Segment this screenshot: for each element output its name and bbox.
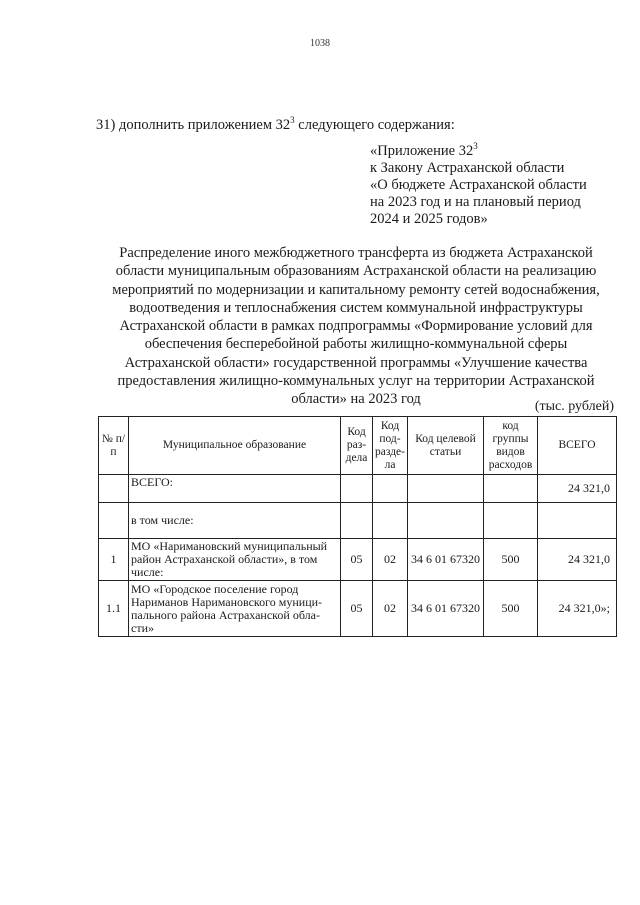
cell-target [408,475,484,503]
cell-num: 1 [99,539,129,581]
cell-target: 34 6 01 67320 [408,539,484,581]
cell-name: в том числе: [129,503,341,539]
page-number: 1038 [310,38,330,49]
cell-name: ВСЕГО: [129,475,341,503]
cell-expense [484,503,538,539]
cell-subsection [373,503,408,539]
amendment-clause [96,117,455,134]
cell-total: 24 321,0 [538,539,617,581]
appendix-line-5: 2024 и 2025 годов» [370,211,488,227]
title-line: области» на 2023 год [291,391,421,408]
cell-expense: 500 [484,581,538,637]
units-label: (тыс. рублей) [534,399,614,414]
cell-name: МО «Городское поселение город Нариманов Наримановского муници-пального района Астраханской обла-сти» [129,581,341,637]
cell-num: 1.1 [99,581,129,637]
title-line: мероприятий по модернизации и капитальному ремонту сетей водоснабжения, [112,281,600,298]
header-expense: код группы видов расходов [484,417,538,475]
cell-name: МО «Наримановский муниципальный район Астраханской области», в том числе: [129,539,341,581]
cell-section: 05 [341,539,373,581]
table-row [99,475,617,503]
cell-section [341,503,373,539]
table-row [99,581,617,637]
cell-target: 34 6 01 67320 [408,581,484,637]
table-row [99,503,617,539]
appendix-superscript: 3 [473,141,478,151]
title-line: водоотведения и теплоснабжения систем коммунальной инфраструктуры [129,299,583,316]
header-target: Код целевой статьи [408,417,484,475]
cell-section: 05 [341,581,373,637]
distribution-table [98,416,617,637]
cell-total [538,503,617,539]
cell-subsection: 02 [373,539,408,581]
title-line: Астраханской области в рамках подпрограммы «Формирование условий для [119,318,593,335]
cell-subsection [373,475,408,503]
cell-target [408,503,484,539]
header-total: ВСЕГО [538,417,617,475]
document-title [96,244,616,409]
clause-suffix: следующего содержания: [294,117,455,133]
title-line: области муниципальным образованиям Астраханской области на реализацию [115,263,597,280]
cell-num [99,503,129,539]
cell-subsection: 02 [373,581,408,637]
table-header-row [99,417,617,475]
clause-superscript: 3 [290,115,295,125]
cell-expense: 500 [484,539,538,581]
cell-total: 24 321,0 [538,475,617,503]
cell-total: 24 321,0»; [538,581,617,637]
cell-expense [484,475,538,503]
appendix-header [370,143,625,228]
header-name: Муниципальное образование [129,417,341,475]
table-row [99,539,617,581]
appendix-line-2: к Закону Астраханской области [370,160,565,176]
appendix-line-3: «О бюджете Астраханской области [370,177,587,193]
title-line: предоставления жилищно-коммунальных услуг на территории Астраханской [117,373,595,390]
cell-section [341,475,373,503]
title-line: Распределение иного межбюджетного трансферта из бюджета Астраханской [119,245,593,261]
header-num: № п/п [99,417,129,475]
title-line: Астраханской области» государственной программы «Улучшение качества [124,354,588,371]
appendix-line-4: на 2023 год и на плановый период [370,194,581,210]
clause-text: 31) дополнить приложением 32 [96,117,291,133]
header-subsection: Код под-разде-ла [373,417,408,475]
appendix-title: «Приложение 32 [370,143,474,159]
appendix-line-1 [370,143,625,160]
header-section: Код раз-дела [341,417,373,475]
cell-num [99,475,129,503]
title-line: обеспечения бесперебойной работы жилищно-коммунальной сферы [144,336,568,353]
